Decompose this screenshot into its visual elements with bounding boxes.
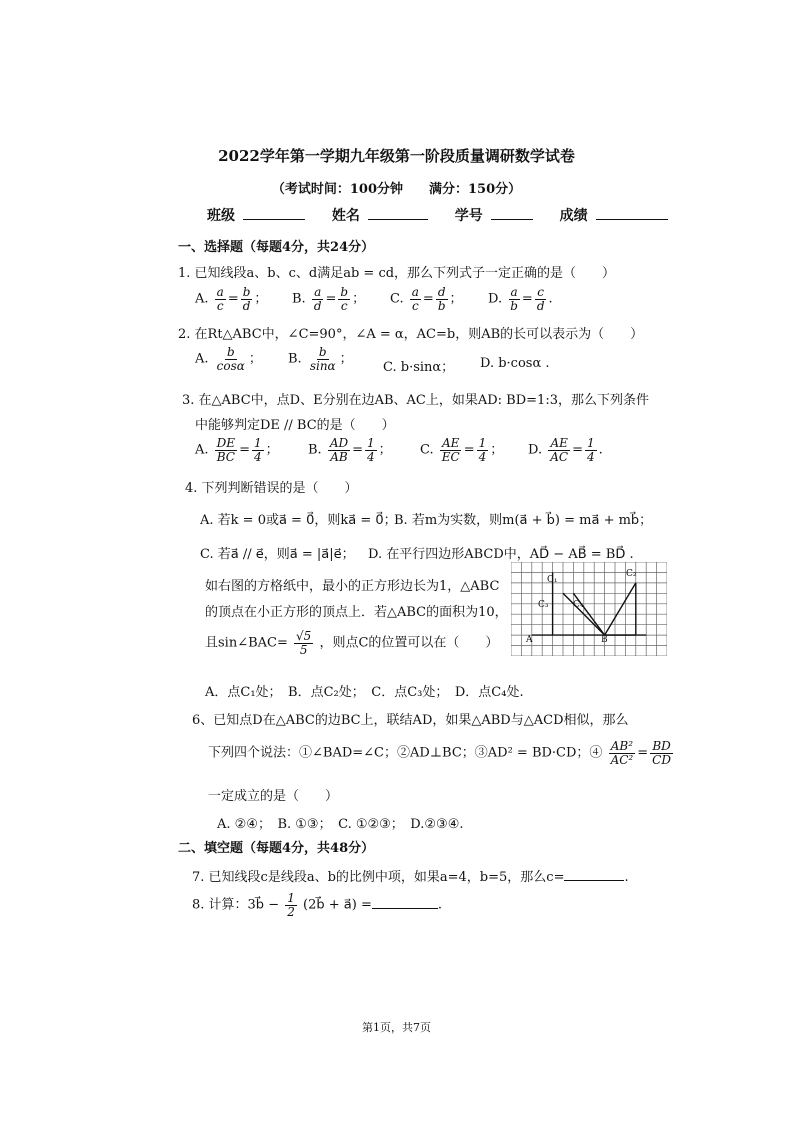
q5-line2: 的顶点在小正方形的顶点上．若△ABC的面积为10， xyxy=(205,605,508,620)
grid-figure xyxy=(511,562,667,656)
q4-option-b: B. 若m为实数，则m(a⃗ + b⃗) = ma⃗ + mb⃗； xyxy=(394,513,653,528)
q4-option-a: A. 若k = 0或a⃗ = 0⃗，则ka⃗ = 0⃗； xyxy=(200,513,397,528)
q7: 7. 已知线段c是线段a、b的比例中项，如果a=4，b=5，那么c= . xyxy=(192,866,629,885)
q3-option-b: B. $\frac{AD}{AB}$ = $\frac{1}{4}$ ； xyxy=(308,436,392,464)
q2-option-d: D. b·cosα . xyxy=(480,356,550,371)
q2-option-c: C. b·sinα； xyxy=(383,360,455,375)
label-c2: C₂ xyxy=(626,569,637,579)
q7-answer-blank[interactable] xyxy=(564,866,624,881)
q2-option-a: A. $\frac{b}{\cos\alpha}$ ； xyxy=(195,345,262,373)
q3-option-c: C. $\frac{AE}{EC}$ = $\frac{1}{4}$ ； xyxy=(420,436,504,464)
page-title: 2022学年第一学期九年级第一阶段质量调研数学试卷 xyxy=(218,147,575,165)
q4-stem: 4. 下列判断错误的是（ ） xyxy=(185,481,358,496)
q1-option-d: D. $\frac{a}{b}$ = $\frac{c}{d}$ . xyxy=(488,285,553,313)
q5-line1: 如右图的方格纸中，最小的正方形边长为1，△ABC xyxy=(205,579,500,594)
q4-option-c: C. 若a⃗ // e⃗，则a⃗ = |a⃗|e⃗； xyxy=(200,547,355,562)
q1-option-a: A. $\frac{a}{c}$ = $\frac{b}{d}$ ； xyxy=(195,285,268,313)
q5-line3: 且sin∠BAC= $\frac{√5}{5}$ ，则点C的位置可以在（ ） xyxy=(205,629,499,657)
name-blank[interactable] xyxy=(368,205,428,220)
label-c3: C₃ xyxy=(538,600,549,610)
name-label: 姓名 xyxy=(331,208,360,224)
q4-option-d: D. 在平行四边形ABCD中，AD⃗ − AB⃗ = BD⃗ . xyxy=(368,547,634,562)
section-fill: 二、填空题（每题4分，共48分） xyxy=(178,841,375,856)
q3-stem-line2: 中能够判定DE // BC的是（ ） xyxy=(195,418,395,433)
id-label: 学号 xyxy=(454,208,483,224)
class-blank[interactable] xyxy=(243,205,305,220)
id-blank[interactable] xyxy=(491,205,533,220)
q6-line1: 6、已知点D在△ABC的边BC上，联结AD，如果△ABD与△ACD相似，那么 xyxy=(192,713,629,728)
q3-stem-line1: 3. 在△ABC中，点D、E分别在边AB、AC上，如果AD: BD=1:3，那么下列条件 xyxy=(182,393,649,408)
q3-option-d: D. $\frac{AE}{AC}$ = $\frac{1}{4}$ . xyxy=(528,436,603,464)
exam-info: （考试时间：100分钟 满分：150分） xyxy=(271,182,522,197)
label-c4: C₄ xyxy=(573,600,584,610)
q6-line3: 一定成立的是（ ） xyxy=(208,789,339,804)
label-a: A xyxy=(526,635,533,645)
q2-stem: 2. 在Rt△ABC中，∠C=90°，∠A = α，AC=b，则AB的长可以表示为（ ） xyxy=(178,327,644,342)
score-label: 成绩 xyxy=(559,208,588,224)
q8: 8. 计算：3b⃗ − $\frac{1}{2}$ (2b⃗ + a⃗) = . xyxy=(192,891,442,919)
score-blank[interactable] xyxy=(596,205,668,220)
q3-option-a: A. $\frac{DE}{BC}$ = $\frac{1}{4}$ ； xyxy=(195,436,279,464)
q1-option-b: B. $\frac{a}{d}$ = $\frac{b}{c}$ ； xyxy=(292,285,366,313)
label-c1: C₁ xyxy=(547,575,558,585)
q6-options: A. ②④； B. ①③； C. ①②③； D.②③④. xyxy=(217,817,464,832)
section-choice: 一、选择题（每题4分，共24分） xyxy=(178,240,375,255)
q6-line2: 下列四个说法：①∠BAD=∠C；②AD⊥BC；③AD² = BD·CD；④ $\frac{\text{AB²}}{\text{AC²}}$ = $\frac{BD}{CD}$ xyxy=(208,739,671,767)
page-number: 第1页，共7页 xyxy=(362,1021,431,1034)
label-b: B xyxy=(601,635,608,645)
q2-option-b: B. $\frac{b}{\sin\alpha}$ ； xyxy=(288,345,353,373)
q5-options: A．点C₁处； B．点C₂处； C．点C₃处； D．点C₄处. xyxy=(205,685,524,700)
class-label: 班级 xyxy=(207,208,235,224)
student-info-row xyxy=(207,205,676,225)
q8-answer-blank[interactable] xyxy=(372,894,438,909)
q1-stem: 1. 已知线段a、b、c、d满足ab = cd，那么下列式子一定正确的是（ ） xyxy=(178,266,616,281)
q1-option-c: C. $\frac{a}{c}$ = $\frac{d}{b}$ ； xyxy=(390,285,463,313)
